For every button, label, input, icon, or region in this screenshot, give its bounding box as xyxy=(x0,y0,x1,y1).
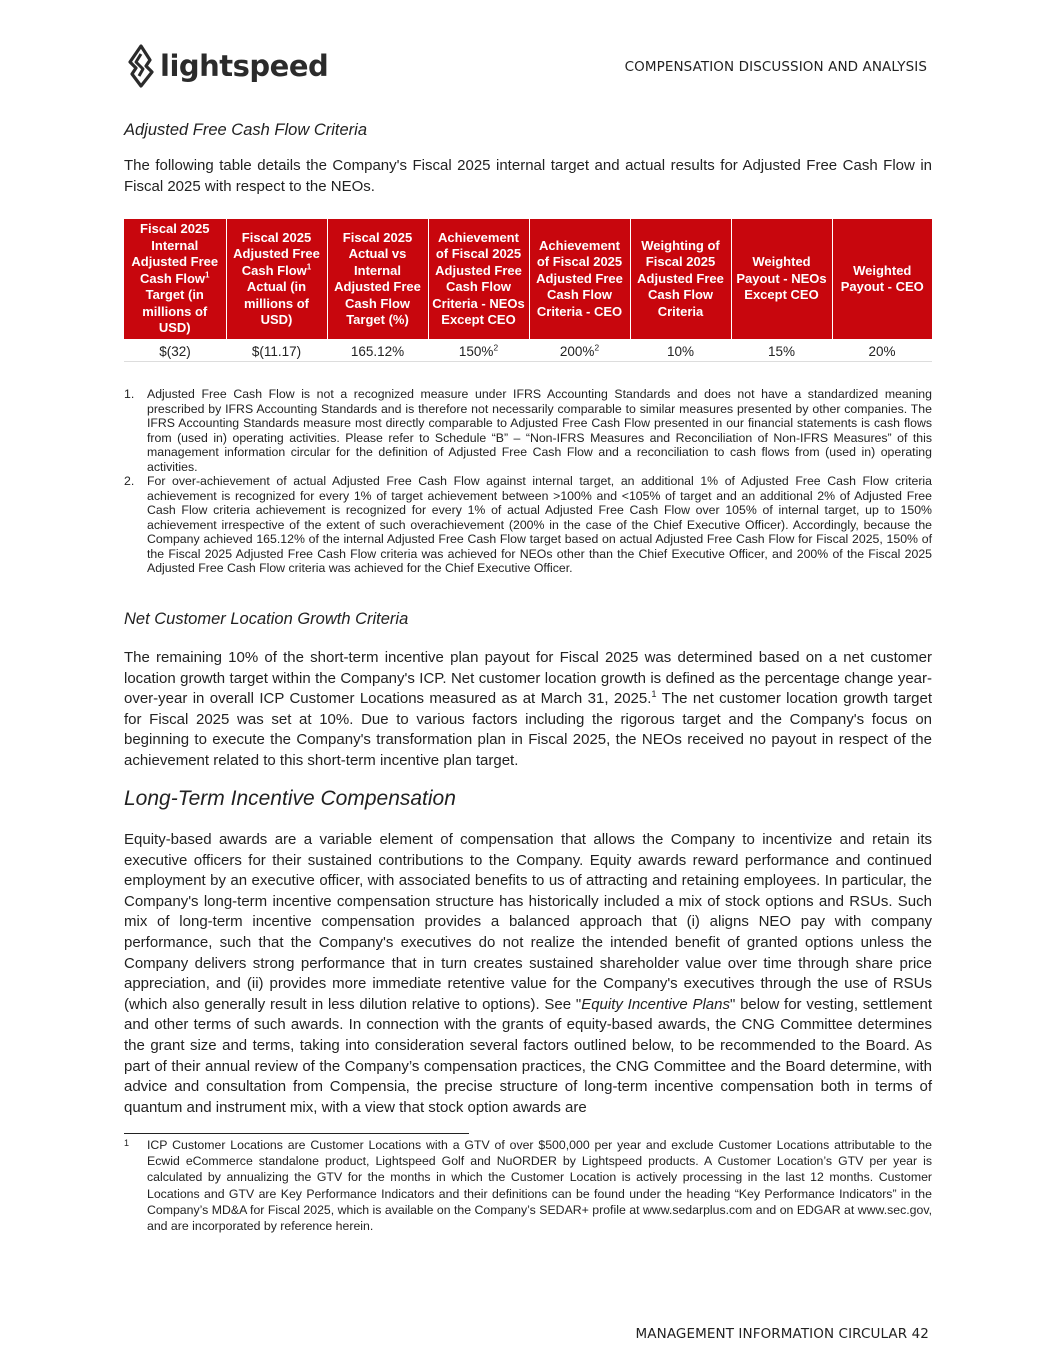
col-header-actual: Fiscal 2025 Adjusted Free Cash Flow$^1$ Actual (in millions of USD) xyxy=(226,219,327,339)
cell-achievement-ceo: 200%$^2$ xyxy=(559,342,600,359)
cell-payout-neos: 15% xyxy=(767,343,796,359)
col-header-achievement-ceo: Achievement of Fiscal 2025 Adjusted Free Cash Flow Criteria - CEO xyxy=(529,219,630,339)
flame-icon xyxy=(126,44,156,88)
ltic-paragraph: Equity-based awards are a variable element of compensation that allows the Company to incentivize and retain its executive officers for their sustained contributions to the Company. Equity awards reward performance and continued employment by an executive officer, with associated benefits to us of attracting and retaining employees. In particular, the Company's long-term incentive compensation structure has historically included a mix of stock options and RSUs. Such mix of long-term incentive compensation provides a balanced approach that (i) aligns NEO pay with company performance, such that the Company's executives do not realize the intended benefit of granted options unless the Company delivers strong performance that in turn creates sustained shareholder value over time through share price appreciation, and (ii) provides more immediate retentive value for the Company's executives through the use of RSUs (which also generally result in less dilution relative to options). See "Equity Incentive Plans" below for vesting, settlement and other terms of such awards. In connection with the grants of equity-based awards, the CNG Committee determines the grant size and terms, taking into consideration several factors outlined below, to be recommended to the Board. As part of their annual review of the Company’s compensation practices, the CNG Committee and the Board determine, with advice and consultation from Compensia, the precise structure of long-term incentive compensation both in terms of quantum and instrument mix, with a view that stock option awards are xyxy=(124,831,932,1116)
lightspeed-logo xyxy=(126,44,328,88)
table-row xyxy=(124,339,932,361)
cell-actual-vs-target: 165.12% xyxy=(350,343,405,359)
page-footer: MANAGEMENT INFORMATION CIRCULAR 42 xyxy=(635,1326,929,1342)
ltic-heading: Long-Term Incentive Compensation xyxy=(124,787,456,810)
col-header-actual-vs-target: Fiscal 2025 Actual vs Internal Adjusted Free Cash Flow Target (%) xyxy=(327,219,428,339)
afcf-table xyxy=(124,219,932,362)
table-notes xyxy=(124,387,932,576)
col-header-payout-neos: Weighted Payout - NEOs Except CEO xyxy=(731,219,832,339)
equity-plans-reference: Equity Incentive Plans xyxy=(581,995,730,1013)
footnote: 1 ICP Customer Locations are Customer Locations with a GTV of over $500,000 per year and exclude Customer Locations attributable to the Ecwid eCommerce standalone product, Lightspeed Golf and NuORDER by Lightspeed products. A Customer Location’s GTV per year is calculated by annualizing the GTV for the months in which the Customer Location is actively processing in the last 12 months. Customer Locations and GTV are Key Performance Indicators and their definitions can be found under the heading “Key Performance Indicators” in the Company’s MD&A for Fiscal 2025, which is available on the Company’s SEDAR+ profile at www.sedarplus.com and on EDGAR at www.sec.gov, and are incorporated by reference herein. xyxy=(124,1138,932,1234)
col-header-achievement-neos: Achievement of Fiscal 2025 Adjusted Free Cash Flow Criteria - NEOs Except CEO xyxy=(428,219,529,339)
col-header-payout-ceo: Weighted Payout - CEO xyxy=(832,219,932,339)
footnote-divider xyxy=(124,1133,469,1134)
cell-actual: $(11.17) xyxy=(251,343,302,359)
afcf-heading: Adjusted Free Cash Flow Criteria xyxy=(124,121,368,139)
cell-weighting: 10% xyxy=(666,343,695,359)
col-header-target: Fiscal 2025 Internal Adjusted Free Cash Flow$^1$ Target (in millions of USD) xyxy=(124,219,226,339)
brand-name: lightspeed xyxy=(160,49,329,83)
col-header-weighting: Weighting of Fiscal 2025 Adjusted Free Cash Flow Criteria xyxy=(630,219,731,339)
table-note-1: 1. Adjusted Free Cash Flow is not a recognized measure under IFRS Accounting Standards and does not have a standardized meaning prescribed by IFRS Accounting Standards and is therefore not necessarily comparable to similar measures presented by other companies. The IFRS Accounting Standards measure most directly comparable to Adjusted Free Cash Flow presented in our financial statements is cash flows from (used in) operating activities. Please refer to Schedule “B” – “Non-IFRS Measures and Reconciliation of Non-IFRS Measures” of this management information circular for the definition of Adjusted Free Cash Flow and a reconciliation to cash flows from (used in) operating activities. xyxy=(124,387,932,474)
cell-target: $(32) xyxy=(159,343,191,359)
ncl-paragraph: The remaining 10% of the short-term incentive plan payout for Fiscal 2025 was determined based on a net customer location growth target within the Company's ICP. Net customer location growth is defined as the percentage change year-over-year in overall ICP Customer Locations measured as at March 31, 2025.$^1$ The net customer location growth target for Fiscal 2025 was set at 10%. Due to various factors including the rigorous target and the Company's focus on beginning to execute the Company's transformation plan in Fiscal 2025, the NEOs received no payout in respect of the achievement related to this short-term incentive plan target. xyxy=(124,649,933,769)
table-note-2: 2. For over-achievement of actual Adjusted Free Cash Flow against internal target, an additional 1% of Adjusted Free Cash Flow criteria achievement is recognized for every 1% of target achievement between >100% and <105% of target and an additional 2% of Adjusted Free Cash Flow criteria achievement is recognized for every 1% of actual Adjusted Free Cash Flow over 105% of internal target, up to 150% achievement irrespective of the extent of such overachievement (200% in the case of the Chief Executive Officer). Accordingly, because the Company achieved 165.12% of the internal Adjusted Free Cash Flow target based on actual Adjusted Free Cash Flow for Fiscal 2025, 150% of the Fiscal 2025 Adjusted Free Cash Flow criteria was achieved for NEOs other than the Chief Executive Officer, and 200% of the Fiscal 2025 Adjusted Free Cash Flow criteria was achieved for the Chief Executive Officer. xyxy=(124,474,932,575)
afcf-intro: The following table details the Company's Fiscal 2025 internal target and actual results for Adjusted Free Cash Flow in Fiscal 2025 with respect to the NEOs. xyxy=(124,157,932,195)
ncl-heading: Net Customer Location Growth Criteria xyxy=(124,610,409,628)
cell-payout-ceo: 20% xyxy=(868,343,896,359)
cell-achievement-neos: 150%$^2$ xyxy=(458,342,499,359)
table-header-row xyxy=(124,219,932,339)
section-title: COMPENSATION DISCUSSION AND ANALYSIS xyxy=(624,59,927,75)
